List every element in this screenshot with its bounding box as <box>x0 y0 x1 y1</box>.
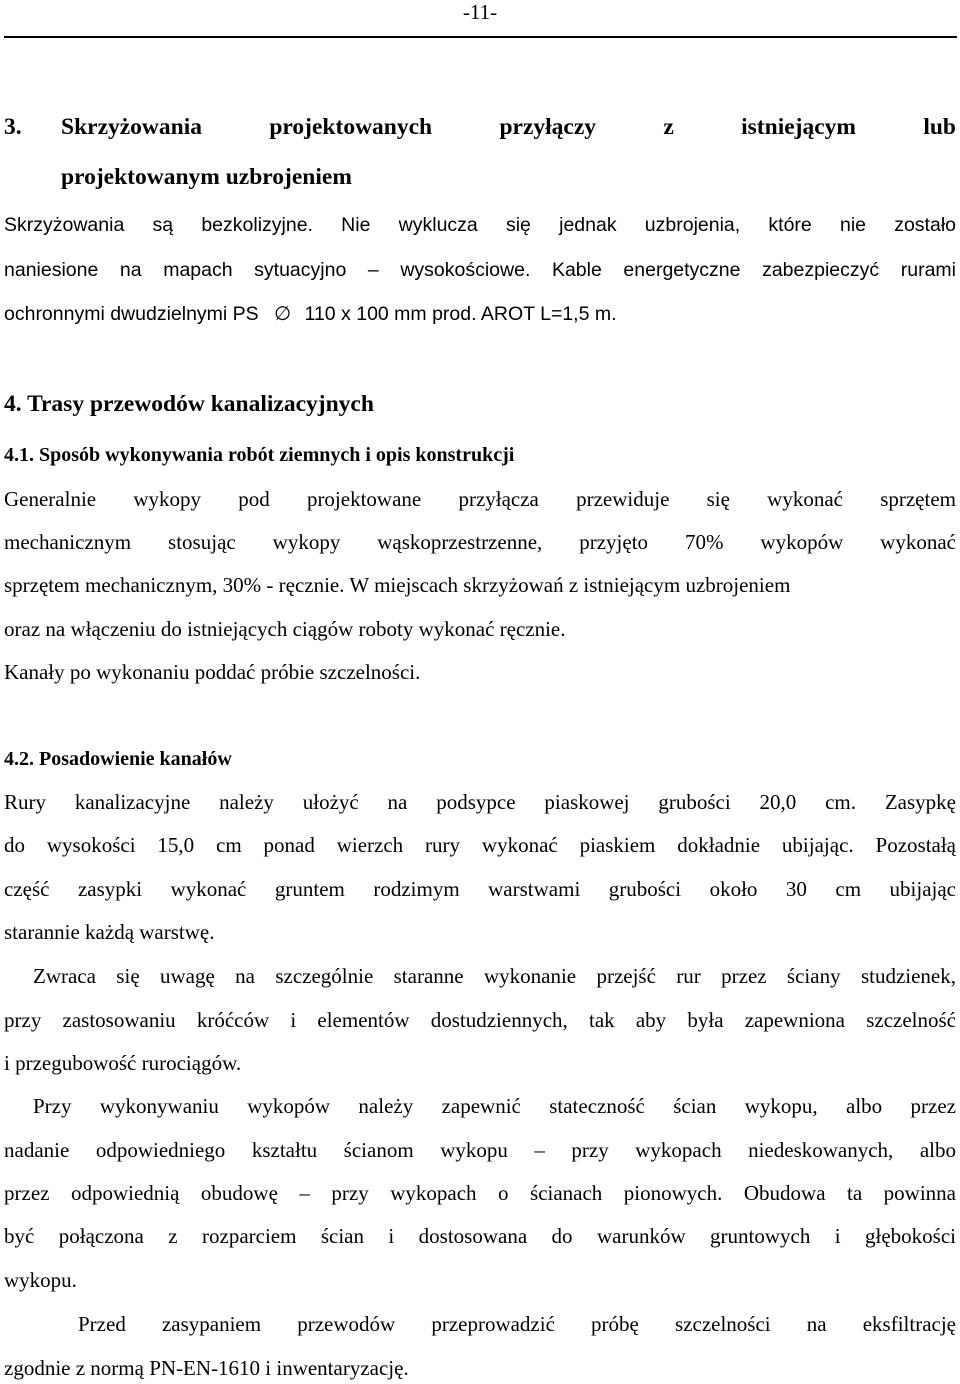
section-4-1-heading: 4.1. Sposób wykonywania robót ziemnych i opis konstrukcji <box>4 444 515 466</box>
section-3-p1-line3 <box>4 299 956 329</box>
section-4-2-p3-line5: wykopu. <box>4 1268 77 1292</box>
section-3-p1-line2: naniesione na mapach sytuacyjno – wysokościowe. Kable energetyczne zabezpieczyć rurami <box>4 259 956 281</box>
diameter-symbol: ∅ <box>274 303 292 325</box>
section-4-2-p3-line4: być połączona z rozparciem ścian i dostosowana do warunków gruntowych i głębokości <box>4 1224 956 1248</box>
section-4-2-p1-line1: Rury kanalizacyjne należy ułożyć na podsypce piaskowej grubości 20,0 cm. Zasypkę <box>4 790 956 814</box>
section-4-heading: 4. Trasy przewodów kanalizacyjnych <box>4 391 374 417</box>
section-4-1-line3-b: W miejscach skrzyżowań z istniejącym uzbrojeniem <box>344 573 791 597</box>
section-4-2-p3-line1: Przy wykonywaniu wykopów należy zapewnić stateczność ścian wykopu, albo przez <box>33 1094 956 1118</box>
section-4-1-line1: Generalnie wykopy pod projektowane przyłącza przewiduje się wykonać sprzętem <box>4 487 956 511</box>
section-4-2-p3-line2: nadanie odpowiedniego kształtu ścianom wykopu – przy wykopach niedeskowanych, albo <box>4 1138 956 1162</box>
section-3-p1-line3-a: ochronnymi dwudzielnymi PS <box>4 303 259 325</box>
section-4-2-p1-line2: do wysokości 15,0 cm ponad wierzch rury wykonać piaskiem dokładnie ubijając. Pozostałą <box>4 833 956 857</box>
section-4-1-line4: oraz na włączeniu do istniejących ciągów roboty wykonać ręcznie. <box>4 617 566 641</box>
section-4-2-p4-line1: Przed zasypaniem przewodów przeprowadzić próbę szczelności na eksfiltrację <box>78 1312 956 1336</box>
header-rule <box>4 36 957 38</box>
section-4-1-line3-a: sprzętem mechanicznym, 30% - ręcznie. <box>4 573 345 597</box>
section-4-2-p1-line3: część zasypki wykonać gruntem rodzimym warstwami grubości około 30 cm ubijając <box>4 877 956 901</box>
page-number: -11- <box>462 0 498 24</box>
section-4-2-p1-line4: starannie każdą warstwę. <box>4 920 215 944</box>
section-4-2-p4-line2: zgodnie z normą PN-EN-1610 i inwentaryzację. <box>4 1356 409 1380</box>
section-4-2-p2-line1: Zwraca się uwagę na szczególnie staranne wykonanie przejść rur przez ściany studzienek, <box>33 964 956 988</box>
section-3-title-line1: Skrzyżowania projektowanych przyłączy z istniejącym lub <box>61 114 956 140</box>
section-3-title-line2: projektowanym uzbrojeniem <box>61 164 352 190</box>
section-4-1-line5: Kanały po wykonaniu poddać próbie szczelności. <box>4 660 421 684</box>
section-4-2-p2-line2: przy zastosowaniu króćców i elementów dostudziennych, tak aby była zapewniona szczelność <box>4 1008 956 1032</box>
section-3-p1-line1: Skrzyżowania są bezkolizyjne. Nie wyklucza się jednak uzbrojenia, które nie zostało <box>4 214 956 236</box>
section-4-1-line3 <box>4 570 956 600</box>
section-4-1-line2: mechanicznym stosując wykopy wąskoprzestrzenne, przyjęto 70% wykopów wykonać <box>4 530 956 554</box>
section-3-number: 3. <box>4 114 22 140</box>
section-4-2-p3-line3: przez odpowiednią obudowę – przy wykopach o ścianach pionowych. Obudowa ta powinna <box>4 1181 956 1205</box>
section-4-2-p2-line3: i przegubowość rurociągów. <box>4 1051 242 1075</box>
section-4-2-heading: 4.2. Posadowienie kanałów <box>4 748 232 770</box>
section-3-p1-line3-b: 110 x 100 mm prod. AROT L=1,5 m. <box>304 303 617 325</box>
